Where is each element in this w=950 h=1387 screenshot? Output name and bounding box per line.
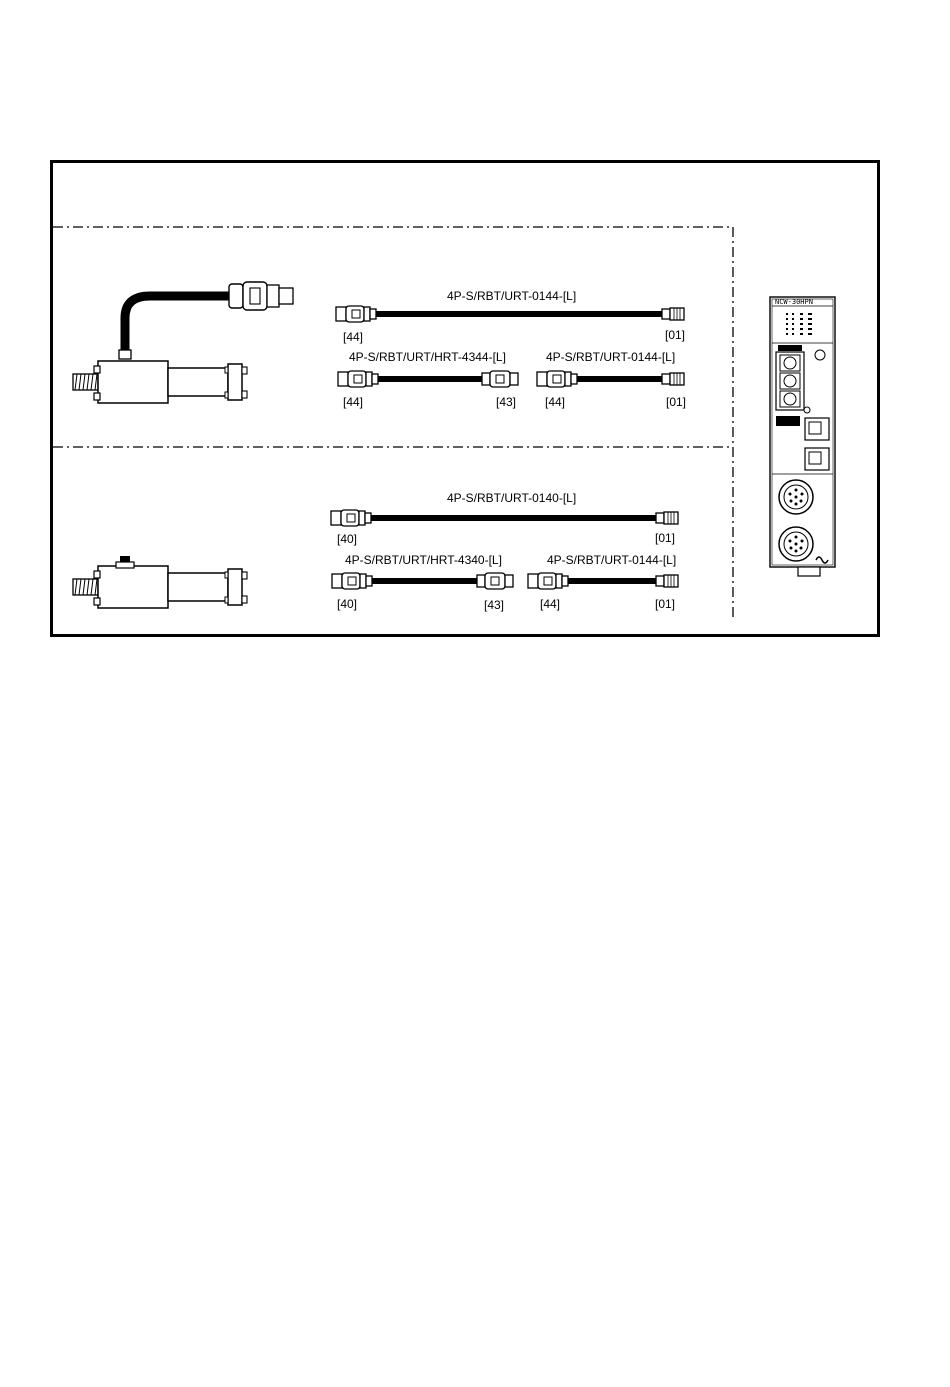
upper-short-cable-model: 4P-S/RBT/URT-0144-[L] bbox=[546, 350, 676, 364]
lower-short-right-code: [01] bbox=[655, 597, 676, 611]
lower-long-right-code: [01] bbox=[655, 531, 676, 545]
upper-ext-left-code: [44] bbox=[343, 395, 364, 409]
lower-ext-cable-model: 4P-S/RBT/URT/HRT-4340-[L] bbox=[345, 553, 502, 567]
cable-upper-extension bbox=[338, 371, 518, 387]
cylinder-with-pigtail bbox=[73, 282, 293, 403]
upper-ext-right-code: [43] bbox=[496, 395, 517, 409]
cable-lower-short bbox=[528, 573, 678, 589]
cable-upper-long bbox=[336, 306, 684, 322]
lower-short-left-code: [44] bbox=[540, 597, 561, 611]
upper-long-left-code: [44] bbox=[343, 330, 364, 344]
lower-short-cable-model: 4P-S/RBT/URT-0144-[L] bbox=[547, 553, 677, 567]
upper-short-left-code: [44] bbox=[545, 395, 566, 409]
upper-ext-cable-model: 4P-S/RBT/URT/HRT-4344-[L] bbox=[349, 350, 506, 364]
lower-long-left-code: [40] bbox=[337, 532, 358, 546]
cable-lower-extension bbox=[332, 573, 513, 589]
upper-long-cable-model: 4P-S/RBT/URT-0144-[L] bbox=[447, 289, 577, 303]
cylinder-with-connector bbox=[73, 556, 247, 608]
lower-long-cable-model: 4P-S/RBT/URT-0140-[L] bbox=[447, 491, 577, 505]
upper-long-right-code: [01] bbox=[665, 328, 686, 342]
cable-upper-short bbox=[537, 371, 684, 387]
controller-model-label: NCW-30HPN bbox=[775, 298, 813, 306]
controller-unit bbox=[770, 297, 835, 576]
upper-short-right-code: [01] bbox=[666, 395, 687, 409]
lower-ext-left-code: [40] bbox=[337, 597, 358, 611]
cable-lower-long bbox=[331, 510, 678, 526]
lower-ext-right-code: [43] bbox=[484, 598, 505, 612]
